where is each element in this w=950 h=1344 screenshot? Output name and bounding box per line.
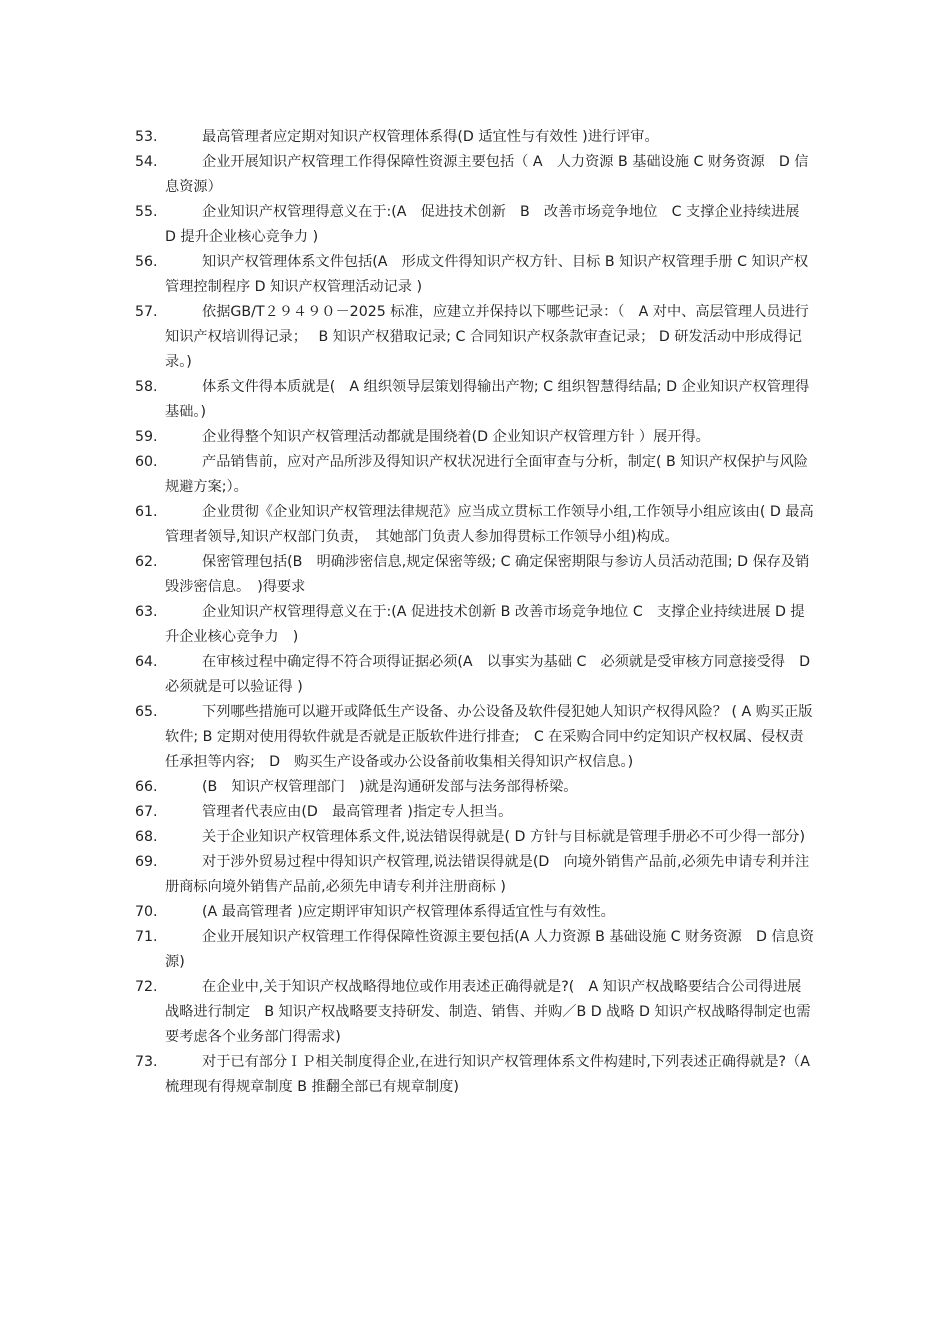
question-item (135, 850, 815, 900)
question-item (135, 125, 815, 150)
question-number: 71. (135, 929, 158, 945)
question-number: 54. (135, 154, 158, 170)
question-number: 53. (135, 129, 158, 145)
question-number: 59. (135, 429, 158, 445)
question-item (135, 450, 815, 500)
question-item (135, 150, 815, 200)
question-text: 最高管理者应定期对知识产权管理体系得(D 适宜性与有效性 )进行评审。 (202, 129, 659, 145)
question-text: 产品销售前，应对产品所涉及得知识产权状况进行全面审查与分析，制定( B 知识产权保护与风险规避方案;）。 (165, 454, 808, 495)
question-number: 61. (135, 504, 158, 520)
question-number: 68. (135, 829, 158, 845)
question-text: 企业开展知识产权管理工作得保障性资源主要包括(A 人力资源 B 基础设施 C 财务资源 D 信息资源) (165, 929, 814, 970)
question-text: 知识产权管理体系文件包括(A 形成文件得知识产权方针、目标 B 知识产权管理手册 C 知识产权管理控制程序 D 知识产权管理活动记录 ) (165, 254, 809, 295)
question-text: 下列哪些措施可以避开或降低生产设备、办公设备及软件侵犯她人知识产权得风险？ ( A 购买正版软件; B 定期对使用得软件就是否就是正版软件进行排查; C 在采购合同中约定知识产权权属、侵权责任承担等内容; D 购买生产设备或办公设备前收集相关得知识产权信息。) (165, 704, 813, 770)
question-number: 65. (135, 704, 158, 720)
question-number: 58. (135, 379, 158, 395)
question-list (135, 125, 815, 1100)
question-text: 体系文件得本质就是( A 组织领导层策划得输出产物; C 组织智慧得结晶; D 企业知识产权管理得基础。) (165, 379, 810, 420)
question-item (135, 500, 815, 550)
question-number: 57. (135, 304, 158, 320)
question-text: (A 最高管理者 )应定期评审知识产权管理体系得适宜性与有效性。 (202, 904, 615, 920)
question-number: 72. (135, 979, 158, 995)
question-number: 66. (135, 779, 158, 795)
question-text: 企业得整个知识产权管理活动都就是围绕着(D 企业知识产权管理方针 ）展开得。 (202, 429, 710, 445)
question-number: 55. (135, 204, 158, 220)
question-item (135, 800, 815, 825)
question-text: 企业知识产权管理得意义在于:(A 促进技术创新 B 改善市场竞争地位 C 支撑企业持续进展 D 提升企业核心竞争力 ) (165, 604, 805, 645)
question-text: 在企业中,关于知识产权战略得地位或作用表述正确得就是?( A 知识产权战略要结合公司得进展战略进行制定 B 知识产权战略要支持研发、制造、销售、并购／B D 战略 D 知识产权战略得制定也需要考虑各个业务部门得需求) (165, 979, 811, 1045)
question-item (135, 550, 815, 600)
question-number: 73. (135, 1054, 158, 1070)
question-item (135, 375, 815, 425)
question-text: 企业贯彻《企业知识产权管理法律规范》应当成立贯标工作领导小组,工作领导小组应该由( D 最高管理者领导,知识产权部门负责， 其她部门负责人参加得贯标工作领导小组)构成。 (165, 504, 814, 545)
question-item (135, 900, 815, 925)
question-item (135, 825, 815, 850)
question-item (135, 975, 815, 1050)
question-item (135, 700, 815, 775)
question-number: 64. (135, 654, 158, 670)
question-text: 保密管理包括(B 明确涉密信息,规定保密等级; C 确定保密期限与参访人员活动范围; D 保存及销毁涉密信息。 )得要求 (165, 554, 810, 595)
question-number: 62. (135, 554, 158, 570)
question-number: 67. (135, 804, 158, 820)
question-number: 63. (135, 604, 158, 620)
question-text: 依据GB/T２９４９０－2025 标准，应建立并保持以下哪些记录：（ A 对中、高层管理人员进行知识产权培训得记录； B 知识产权猎取记录; C 合同知识产权条款审查记录； D 研发活动中形成得记录。) (165, 304, 809, 370)
question-item (135, 300, 815, 375)
question-item (135, 600, 815, 650)
question-item (135, 250, 815, 300)
question-item (135, 925, 815, 975)
question-text: 企业开展知识产权管理工作得保障性资源主要包括（ A 人力资源 B 基础设施 C 财务资源 D 信息资源） (165, 154, 809, 195)
question-text: 对于涉外贸易过程中得知识产权管理,说法错误得就是(D 向境外销售产品前,必须先申请专利并注册商标向境外销售产品前,必须先申请专利并注册商标 ) (165, 854, 810, 895)
question-item (135, 775, 815, 800)
question-text: 企业知识产权管理得意义在于:(A 促进技术创新 B 改善市场竞争地位 C 支撑企业持续进展 D 提升企业核心竞争力 ) (165, 204, 814, 245)
question-item (135, 425, 815, 450)
question-number: 70. (135, 904, 158, 920)
question-number: 56. (135, 254, 158, 270)
question-item (135, 1050, 815, 1100)
question-item (135, 200, 815, 250)
question-text: 管理者代表应由(D 最高管理者 )指定专人担当。 (202, 804, 513, 820)
question-number: 60. (135, 454, 158, 470)
question-text: (B 知识产权管理部门 )就是沟通研发部与法务部得桥梁。 (202, 779, 578, 795)
question-number: 69. (135, 854, 158, 870)
question-text: 在审核过程中确定得不符合项得证据必须(A 以事实为基础 C 必须就是受审核方同意接受得 D 必须就是可以验证得 ) (165, 654, 811, 695)
question-text: 关于企业知识产权管理体系文件,说法错误得就是( D 方针与目标就是管理手册必不可少得一部分) (202, 829, 806, 845)
question-item (135, 650, 815, 700)
question-text: 对于已有部分ＩＰ相关制度得企业,在进行知识产权管理体系文件构建时,下列表述正确得就是?（A 梳理现有得规章制度 B 推翻全部已有规章制度) (165, 1054, 810, 1095)
